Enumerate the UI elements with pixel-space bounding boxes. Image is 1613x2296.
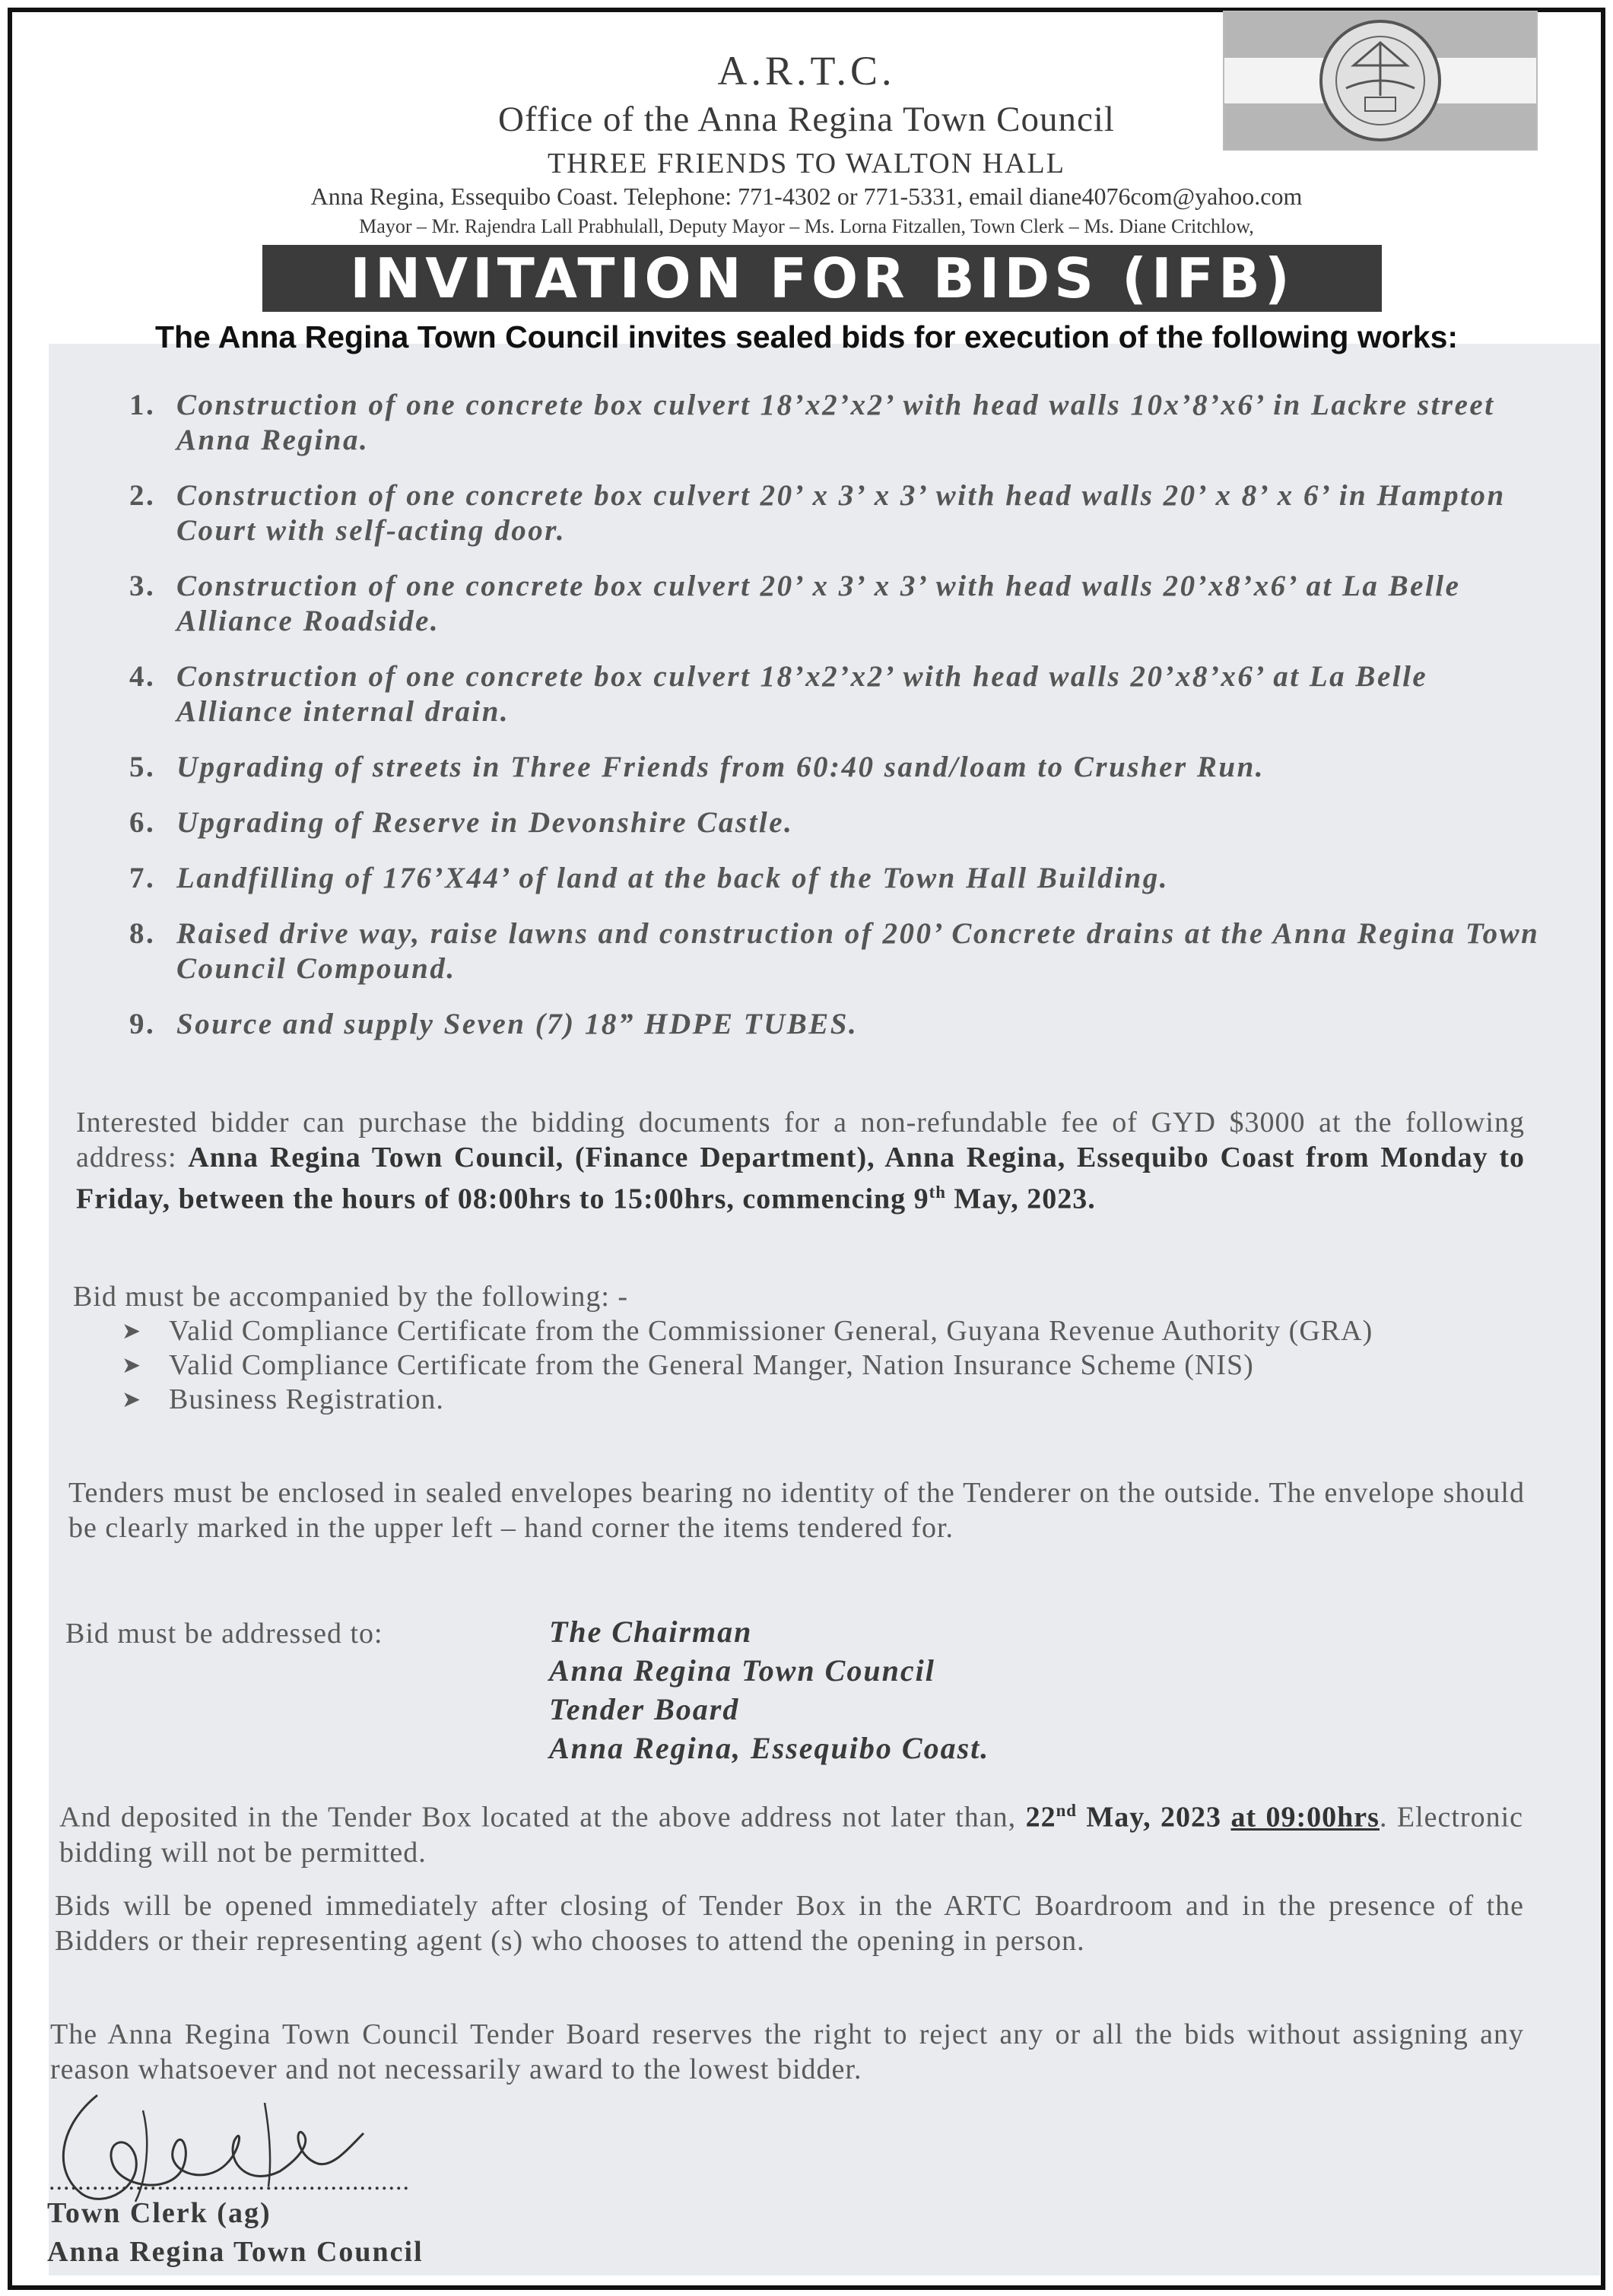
arrow-bullet-icon: ➤ [122, 1353, 142, 1378]
intro-line: The Anna Regina Town Council invites sealed bids for execution of the following works: [154, 319, 1459, 354]
address-line: The Chairman [549, 1615, 753, 1649]
deadline-after: . Electronic bidding will not be permitted. [59, 1801, 1524, 1869]
list-item [129, 478, 1544, 548]
purchase-date-suffix: th [929, 1183, 946, 1202]
purchase-text: Interested bidder can purchase the bidding documents for a non-refundable fee of GYD $3000 at the following address: [76, 1107, 1525, 1173]
header-locality: THREE FRIENDS TO WALTON HALL [548, 148, 1065, 179]
tenders-paragraph: Tenders must be enclosed in sealed envelopes bearing no identity of the Tenderer on the outside. The envelope should be clearly marked in the upper left – hand corner the items tendered for. [68, 1477, 1525, 1544]
banner-title: INVITATION FOR BIDS (IFB) [262, 245, 1382, 312]
header-acronym: A.R.T.C. [717, 48, 896, 94]
opening-paragraph: Bids will be opened immediately after closing of Tender Box in the ARTC Boardroom and in the presence of the Bidders or their representing agent (s) who chooses to attend the opening in person. [55, 1890, 1524, 1957]
item-number: 1. [129, 389, 156, 421]
council-seal-logo [1223, 11, 1538, 151]
list-item [129, 569, 1544, 639]
item-text: Upgrading of Reserve in Devonshire Castle. [176, 806, 794, 839]
item-text: Construction of one concrete box culvert 18’x2’x2’ with head walls 20’x8’x6’ at La Belle Alliance internal drain. [176, 660, 1428, 728]
works-list [129, 388, 1544, 1062]
list-item [129, 1007, 1544, 1042]
requirement-text: Valid Compliance Certificate from the Commissioner General, Guyana Revenue Authority (GRA) [169, 1315, 1373, 1347]
deadline-paragraph [59, 1793, 1523, 1870]
item-text: Raised drive way, raise lawns and construction of 200’ Concrete drains at the Anna Regina Town Council Compound. [176, 917, 1540, 985]
item-number: 9. [129, 1008, 156, 1040]
item-number: 6. [129, 806, 156, 839]
item-text: Construction of one concrete box culvert 20’ x 3’ x 3’ with head walls 20’x8’x6’ at La Belle Alliance Roadside. [176, 570, 1461, 637]
deadline-month-year: May, 2023 [1076, 1801, 1222, 1834]
item-text: Landfilling of 176’X44’ of land at the back of the Town Hall Building. [176, 862, 1170, 894]
purchase-address: Anna Regina Town Council, (Finance Department), Anna Regina, Essequibo Coast from Monday to Friday, between the hours of 08:00hrs to 15:00hrs, commencing 9 [76, 1142, 1525, 1215]
list-item [122, 1383, 1526, 1417]
list-item [129, 805, 1544, 840]
signatory-organisation: Anna Regina Town Council [47, 2236, 424, 2268]
list-item [129, 750, 1544, 785]
seal-emblem-icon [1224, 12, 1536, 149]
arrow-bullet-icon: ➤ [122, 1387, 142, 1412]
deadline-day-suffix: nd [1056, 1801, 1077, 1820]
header-officials: Mayor – Mr. Rajendra Lall Prabhulall, Deputy Mayor – Ms. Lorna Fitzallen, Town Clerk – Ms. Diane Critchlow, [359, 215, 1254, 237]
signatory-block [47, 2194, 424, 2272]
address-line: Anna Regina, Essequibo Coast. [549, 1731, 990, 1765]
arrow-bullet-icon: ➤ [122, 1319, 142, 1344]
header-office-name: Office of the Anna Regina Town Council [498, 100, 1115, 139]
signatory-title: Town Clerk (ag) [47, 2197, 271, 2229]
list-item [129, 861, 1544, 896]
requirement-text: Valid Compliance Certificate from the General Manger, Nation Insurance Scheme (NIS) [169, 1349, 1254, 1381]
item-text: Construction of one concrete box culvert 18’x2’x2’ with head walls 10x’8’x6’ in Lackre street Anna Regina. [176, 389, 1495, 456]
item-number: 3. [129, 570, 156, 602]
address-label: Bid must be addressed to: [65, 1618, 383, 1650]
item-text: Construction of one concrete box culvert 20’ x 3’ x 3’ with head walls 20’ x 8’ x 6’ in Hampton Court with self-acting door. [176, 479, 1506, 547]
requirement-text: Business Registration. [169, 1383, 444, 1415]
purchase-paragraph [76, 1105, 1525, 1217]
address-line: Tender Board [549, 1692, 740, 1726]
list-item [129, 388, 1544, 458]
requirements-list [122, 1314, 1526, 1417]
address-line: Anna Regina Town Council [549, 1653, 935, 1688]
requirements-section [73, 1279, 1526, 1417]
list-item [122, 1348, 1526, 1383]
purchase-date-end: May, 2023. [945, 1183, 1096, 1215]
deadline-text: And deposited in the Tender Box located at the above address not later than, [59, 1801, 1026, 1834]
deadline-day: 22 [1025, 1801, 1056, 1834]
requirements-heading: Bid must be accompanied by the following: - [73, 1281, 629, 1313]
item-number: 2. [129, 479, 156, 512]
reservation-paragraph: The Anna Regina Town Council Tender Board reserves the right to reject any or all the bids without assigning any reason whatsoever and not necessarily award to the lowest bidder. [50, 2018, 1524, 2085]
header-contact: Anna Regina, Essequibo Coast. Telephone: 771-4302 or 771-5331, email diane4076com@yahoo.com [310, 183, 1303, 210]
list-item [129, 659, 1544, 729]
deadline-time: at 09:00hrs [1230, 1801, 1380, 1834]
item-number: 5. [129, 751, 156, 783]
list-item [129, 916, 1544, 986]
item-text: Upgrading of streets in Three Friends from 60:40 sand/loam to Crusher Run. [176, 751, 1265, 783]
list-item [122, 1314, 1526, 1348]
item-number: 4. [129, 660, 156, 693]
item-text: Source and supply Seven (7) 18” HDPE TUBES. [176, 1008, 859, 1040]
item-number: 8. [129, 917, 156, 950]
address-block [549, 1612, 989, 1767]
item-number: 7. [129, 862, 156, 894]
signature-line: .................................................. [49, 2167, 410, 2196]
